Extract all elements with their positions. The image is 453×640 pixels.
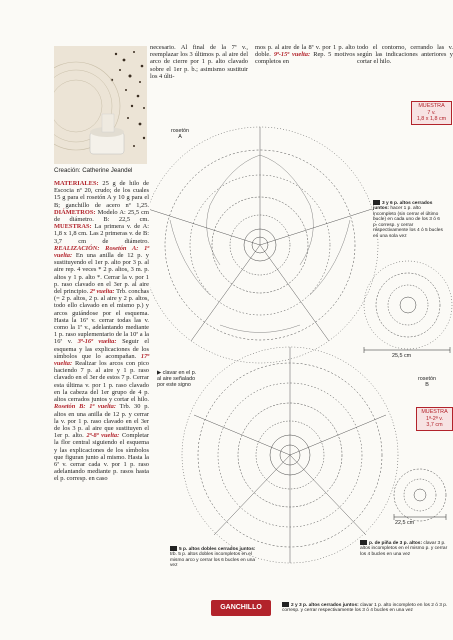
ganchillo-logo: GANCHILLO	[211, 600, 271, 616]
symbol-note-3: p. de piña de 3 p. altos: clavar 3 p. altos incompletos en el mismo p. y cerrar los 4 bucles en una vez	[360, 540, 448, 557]
motif-small-chart-b	[394, 469, 446, 521]
text-column-top-3: todo el contorno, cerrando las v. según las indicaciones anteriores y cortar el hilo.	[357, 44, 453, 66]
cluster-symbol-icon	[282, 602, 289, 607]
dimension-a: 25,5 cm	[392, 353, 412, 359]
credit-line: Creación: Catherine Jeandel	[54, 167, 133, 174]
text-column-top-1: necesario. Al final de la 7ª v., reemplazar los 3 últimos p. al aire del arco de cierre por 1 p. alto clavado sobre el 1er p. b.; asimismo sustituir los 4 últi-	[150, 44, 248, 80]
symbol-note-4: 2 y 3 p. altos cerrados juntos: clavar 1 p. alto incompleto en los 2 ó 3 p. corresp. y cerrar respectivamente los 3 ó 4 bucles en una vez	[282, 602, 448, 614]
clavar-note: ▶ clavar en el p. al aire señalado por este signo	[157, 370, 197, 388]
sample-box-a: MUESTRA 7 v. 1,8 x 1,8 cm	[411, 101, 452, 125]
symbol-note-2: 5 p. altos dobles cerrados juntos: trb. 5 p. altos dobles incompletos en el mismo arco y cerrar los 6 bucles en una vez	[170, 546, 256, 569]
symbol-note-1: 3 y 6 p. altos cerrados juntos: hacer 1 p. alto incompleto (sin cerrar el último bucle) en cada uno de los 3 ó 6 p. corresp. y cerrar respectivamente los 4 ó 5 bucles en una sola vez	[373, 200, 443, 239]
instructions-column: MATERIALES: 25 g de hilo de Escocia nº 20, crudo; de los cuales 15 g para el rosetón A y 10 g para el B; ganchillo de acero nº 1,25. DIÁMETROS: Modelo A: 25,5 cm de diámetro. B: 22,5 cm. MUESTRAS: La primera v. de A: 1,8 x 1,8 cm. Las 2 primeras v. de B: 3,7 cm de diámetro. REALIZACIÓN: Rosetón A: 1ª vuelta: En una anilla de 12 p. y sustituyendo el 1er p. alto por 3 p. al aire rep. 4 veces * 2 p. altos, 3 m. p. altos y 1 p. alto *. Cerrar la v. por 1 p. raso clavado en el 3er p. al aire del principio. 2ª vuelta: Trb. conchas (= 2 p. altos, 2 p. al aire y 2 p. altos, todo ello clavado en el mismo p.) y arcos guiándose por el esquema. Hasta la 16ª v. cerrar todas las v. como la 1ª v., adelantando mediante 1 p. raso suplementario de la 10ª a la 16ª v. 3ª-16ª vuelta: Seguir el esquema y las explicaciones de los símbolos que lo acompañan. 17ª vuelta: Realizar los arcos con pico haciendo 7 p. al aire y 1 p. raso clavado en el 3er de estos 7 p. Cerrar esta última v. por 1 p. raso clavado en la cabeza del 1er grupo de 4 p. altos cerrados juntos y cortar el hilo. Rosetón B: 1ª vuelta: Trb. 30 p. altos en una anilla de 12 p. y cerrar la v. por 1 p. raso clavado en el 3er de los 3 p. al aire que sustituyen el 1er p. alto. 2ª-8ª vuelta: Completar la flor central siguiendo el esquema y las explicaciones de los símbolos que figuran junto al mismo. Hasta la 6ª v. cerrar cada v. por 1 p. raso adelantando mediante p. rasos hasta el p. corresp. en caso	[54, 180, 149, 483]
roseton-a-label: rosetón A	[171, 128, 189, 140]
dimension-b: 22,5 cm	[395, 520, 415, 526]
puff-symbol-icon	[360, 540, 367, 545]
arrow-icon: ▶	[157, 370, 162, 376]
roseton-a-chart	[150, 127, 378, 363]
text-column-top-2: mos p. al aire de la 8ª v. por 1 p. alto doble. 9ª-15ª vuelta: Rep. 5 motivos completos en	[255, 44, 355, 66]
cluster-symbol-icon	[373, 200, 380, 205]
sample-box-b: MUESTRA 1ª-2ª v. 3,7 cm	[416, 407, 453, 431]
doily-photo	[54, 46, 147, 164]
roseton-b-chart	[182, 347, 398, 563]
cluster-symbol-icon	[170, 546, 177, 551]
roseton-b-label: rosetón B	[418, 376, 436, 388]
motif-small-chart	[364, 261, 452, 349]
